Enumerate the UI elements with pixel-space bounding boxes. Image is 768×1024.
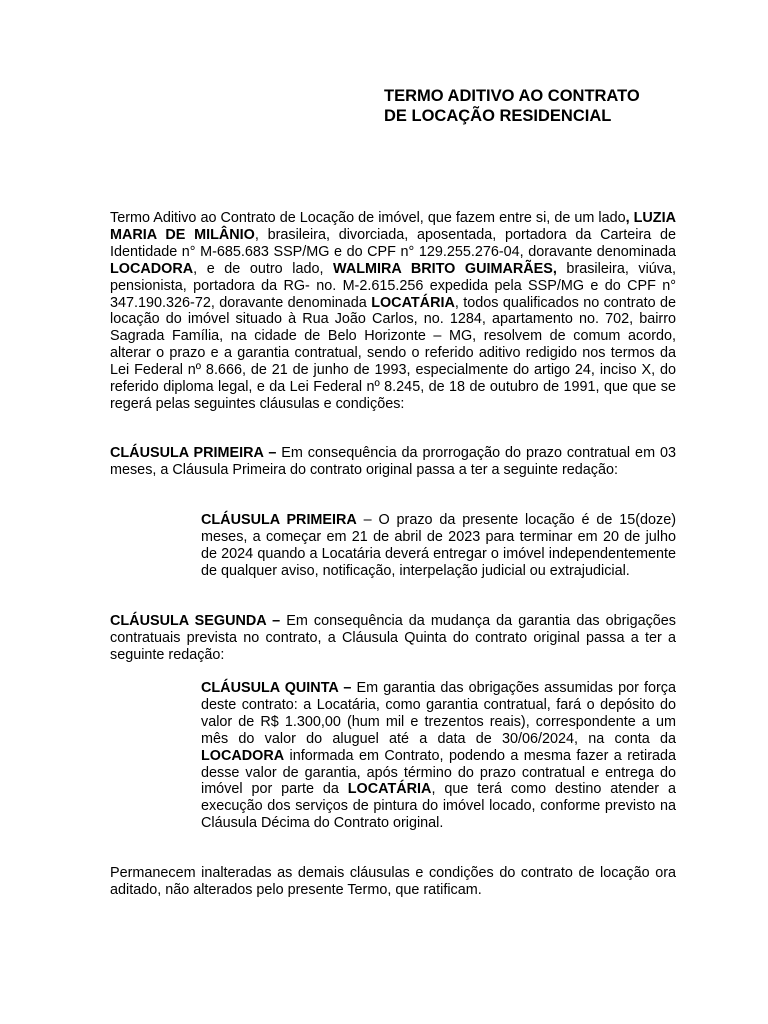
new-clause-primeira-paragraph xyxy=(201,512,676,580)
locataria-name: WALMIRA BRITO GUIMARÃES, xyxy=(333,260,557,277)
document-title xyxy=(384,87,640,126)
new-clause-primeira-heading: CLÁUSULA PRIMEIRA xyxy=(201,512,357,528)
intro-comma: , xyxy=(625,210,630,226)
new-clause-quinta-text-2: informada em Contrato, podendo a mesma fazer a retirada desse valor de garantia, após término do prazo contratual e entrega do imóvel por parte da xyxy=(201,747,676,798)
new-clause-quinta-locadora: LOCADORA xyxy=(201,747,285,764)
closing-text: Permanecem inalteradas as demais cláusulas e condições do contrato de locação ora aditado, não alterados pelo presente Termo, que ratificam. xyxy=(110,865,676,898)
locadora-role: LOCADORA xyxy=(110,260,194,277)
title-line-2: DE LOCAÇÃO RESIDENCIAL xyxy=(384,106,612,125)
new-clause-quinta-text-3: , que terá como destino atender a execução dos serviços de pintura do imóvel locado, conforme previsto na Cláusula Décima do Contrato original. xyxy=(201,781,676,832)
new-clause-quinta-paragraph xyxy=(201,680,676,832)
locadora-name: LUZIA MARIA DE MILÂNIO xyxy=(110,210,676,243)
new-clause-primeira-text: – O prazo da presente locação é de 15(doze) meses, a começar em 21 de abril de 2023 para terminar em 20 de julho de 2024 quando a Locatária deverá entregar o imóvel independentemente de qualquer aviso, notificação, interpelação judicial ou extrajudicial. xyxy=(201,512,676,579)
new-clause-quinta-locataria: LOCATÁRIA xyxy=(347,781,432,798)
clause-primeira-paragraph xyxy=(110,445,676,479)
new-clause-quinta-heading: CLÁUSULA QUINTA – xyxy=(201,680,352,696)
clause-segunda-paragraph xyxy=(110,613,676,664)
intro-text-5: , todos qualificados no contrato de locação do imóvel situado à Rua João Carlos, no. 1284, apartamento no. 702, bairro Sagrada Família, na cidade de Belo Horizonte – MG, resolvem de comum acordo, alterar o prazo e a garantia contratual, sendo o referido aditivo redigido nos termos da Lei Federal nº 8.666, de 21 de junho de 1993, especialmente do artigo 24, inciso X, do referido diploma legal, e da Lei Federal nº 8.245, de 18 de outubro de 1991, que que se regerá pelas seguintes cláusulas e condições: xyxy=(110,294,676,412)
clause-primeira-text: Em consequência da prorrogação do prazo contratual em 03 meses, a Cláusula Primeira do contrato original passa a ter a seguinte redação: xyxy=(110,445,676,478)
closing-paragraph xyxy=(110,865,676,899)
intro-text-3: , e de outro lado, xyxy=(193,260,334,277)
clause-segunda-heading: CLÁUSULA SEGUNDA – xyxy=(110,613,281,629)
intro-paragraph xyxy=(110,210,676,413)
locataria-role: LOCATÁRIA xyxy=(371,294,455,311)
clause-primeira-heading: CLÁUSULA PRIMEIRA – xyxy=(110,445,277,461)
intro-text-2: , brasileira, divorciada, aposentada, portadora da Carteira de Identidade n° M-685.683 SSP/MG e do CPF n° 129.255.276-04, doravante denominada xyxy=(110,226,677,260)
new-clause-quinta-text-1: Em garantia das obrigações assumidas por força deste contrato: a Locatária, como garantia contratual, fará o depósito do valor de R$ 1.300,00 (hum mil e trezentos reais), correspondente a um mês do valor do aluguel até a data de 30/06/2024, na conta da xyxy=(201,680,676,747)
title-line-1: TERMO ADITIVO AO CONTRATO xyxy=(384,87,640,105)
intro-text-1: Termo Aditivo ao Contrato de Locação de imóvel, que fazem entre si, de um lado xyxy=(110,210,626,226)
intro-text-4: brasileira, viúva, pensionista, portadora da RG- no. M-2.615.256 expedida pela SSP/MG e do CPF n° 347.190.326-72, doravante denominada xyxy=(110,260,676,311)
clause-segunda-text: Em consequência da mudança da garantia das obrigações contratuais prevista no contrato, a Cláusula Quinta do contrato original passa a ter a seguinte redação: xyxy=(110,613,676,663)
